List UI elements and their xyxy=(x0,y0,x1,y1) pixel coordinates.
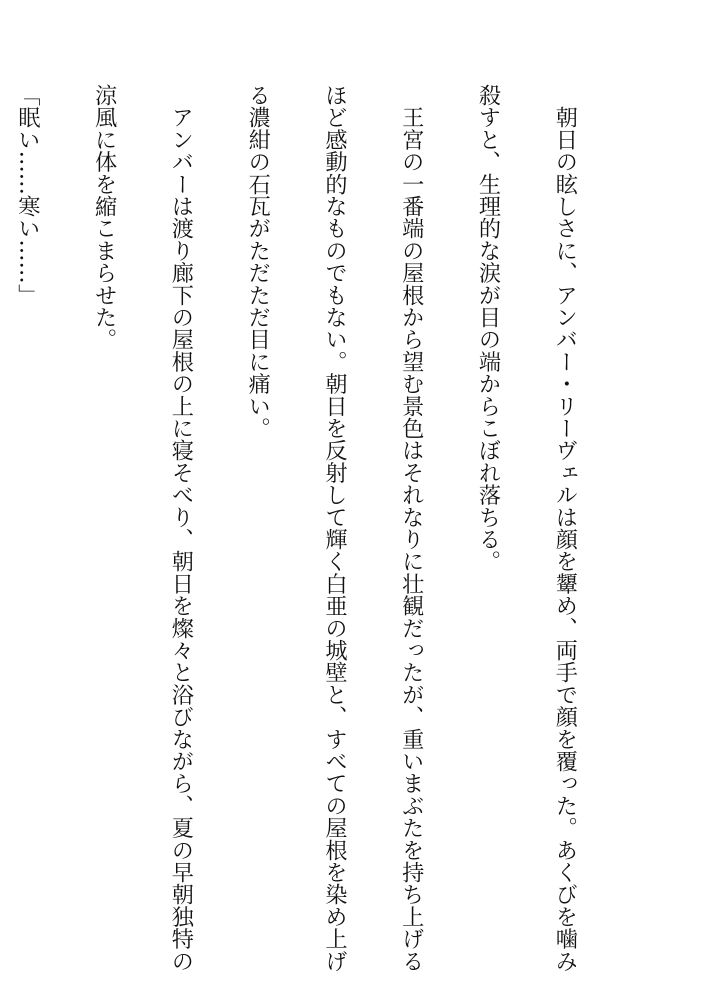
text-line: 王宮の一番端の屋根から望む景色はそれなりに壮観だったが、重いまぶたを持ち上げる xyxy=(398,84,425,972)
text-line: 殺すと、生理的な涙が目の端からこぼれ落ちる。 xyxy=(475,84,502,573)
text-line: アンバーは渡り廊下の屋根の上に寝そべり、朝日を燦々と浴びながら、夏の早朝独特の xyxy=(167,84,194,972)
text-line: 涼風に体を縮こまらせた。 xyxy=(91,84,118,351)
text-line: 「眠い……寒い……」 xyxy=(14,84,41,306)
text-line: ほど感動的なものでもない。朝日を反射して輝く白亜の城壁と、すべての屋根を染め上げ xyxy=(321,84,348,972)
text-line: 朝日の眩しさに、アンバー・リーヴェルは顔を顰め、両手で顔を覆った。あくびを噛み xyxy=(551,84,578,973)
vertical-text-block xyxy=(0,84,628,973)
text-line: る濃紺の石瓦がただただ目に痛い。 xyxy=(244,84,271,440)
